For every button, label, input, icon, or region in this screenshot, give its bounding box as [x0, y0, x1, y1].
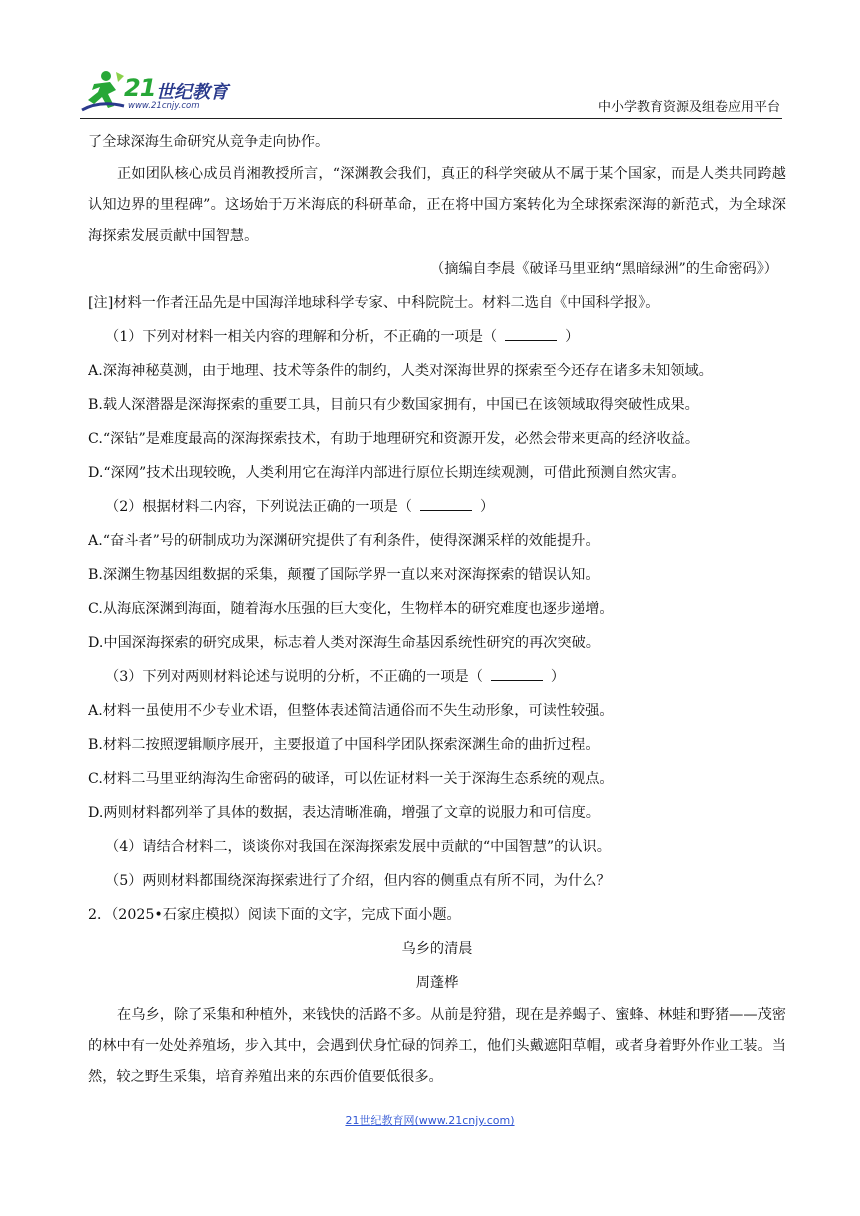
- q1-option-c: C.“深钻”是难度最高的深海探索技术，有助于地理研究和资源开发，必然会带来更高的经济收益。: [88, 431, 700, 447]
- q2-option-c: C.从海底深渊到海面，随着海水压强的巨大变化，生物样本的研究难度也逐步递增。: [88, 601, 614, 617]
- problem-2-heading: 2．（2025•石家庄模拟）阅读下面的文字，完成下面小题。: [88, 907, 461, 923]
- q1-option-d: D.“深网”技术出现较晚，人类利用它在海洋内部进行原位长期连续观测，可借此预测自然灾害。: [88, 465, 686, 481]
- q2-option-b: B.深渊生物基因组数据的采集，颠覆了国际学界一直以来对深海探索的错误认知。: [88, 567, 600, 583]
- question-1-text: （1）下列对材料一相关内容的理解和分析，不正确的一项是（: [105, 329, 498, 345]
- q3-option-b: B.材料二按照逻辑顺序展开，主要报道了中国科学团队探索深渊生命的曲折过程。: [88, 737, 600, 753]
- q2-option-d: D.中国深海探索的研究成果，标志着人类对深海生命基因系统性研究的再次突破。: [88, 635, 600, 651]
- story-author: 周蓬桦: [415, 975, 459, 991]
- source-citation: （摘编自李晨《破译马里亚纳“黑暗绿洲”的生命密码》）: [430, 261, 778, 277]
- paragraph-quote: 正如团队核心成员肖湘教授所言，“深渊教会我们，真正的科学突破从不属于某个国家，而是人类共同跨越认知边界的里程碑”。这场始于万米海底的科研革命，正在将中国方案转化为全球探索深海的新范式，为全球深海探索发展贡献中国智慧。: [88, 166, 786, 244]
- close-paren: ）: [479, 499, 495, 515]
- footer-link[interactable]: 21世纪教育网(www.21cnjy.com): [345, 1114, 515, 1127]
- logo-number: 21: [124, 74, 156, 102]
- q1-option-b: B.载人深潜器是深海探索的重要工具，目前只有少数国家拥有，中国已在该领域取得突破性成果。: [88, 397, 699, 413]
- logo: [80, 66, 280, 116]
- question-3: [88, 660, 786, 694]
- question-3-text: （3）下列对两则材料论述与说明的分析，不正确的一项是（: [105, 669, 483, 685]
- close-paren: ）: [565, 329, 580, 345]
- answer-blank-1[interactable]: [505, 326, 557, 341]
- continued-line: 了全球深海生命研究从竞争走向协作。: [88, 134, 330, 150]
- q1-option-a: A.深海神秘莫测，由于地理、技术等条件的制约，人类对深海世界的探索至今还存在诸多未知领域。: [88, 363, 713, 379]
- story-paragraph: 在乌乡，除了采集和种植外，来钱快的活路不多。从前是狩猎，现在是养蝎子、蜜蜂、林蛙和野猪——茂密的林中有一处处养殖场，步入其中，会遇到伏身忙碌的饲养工，他们头戴遮阳草帽，或者身着野外作业工装。当然，较之野生采集，培育养殖出来的东西价值要低很多。: [88, 1007, 786, 1085]
- close-paren: ）: [550, 669, 566, 685]
- question-4: （4）请结合材料二，谈谈你对我国在深海探索发展中贡献的“中国智慧”的认识。: [105, 839, 611, 855]
- story-title: 乌乡的清晨: [401, 941, 473, 957]
- answer-blank-2[interactable]: [420, 496, 472, 511]
- document-body: [88, 125, 786, 1093]
- page-header: [80, 66, 782, 119]
- logo-name: 世纪教育: [156, 82, 228, 103]
- editor-note: [注]材料一作者汪品先是中国海洋地球科学专家、中科院院士。材料二选自《中国科学报》。: [88, 295, 660, 311]
- q2-option-a: A.“奋斗者”号的研制成功为深渊研究提供了有利条件，使得深渊采样的效能提升。: [88, 533, 600, 549]
- logo-url: www.21cnjy.com: [128, 101, 200, 111]
- platform-title: 中小学教育资源及组卷应用平台: [597, 100, 780, 115]
- q3-option-a: A.材料一虽使用不少专业术语，但整体表述简洁通俗而不失生动形象，可读性较强。: [88, 703, 614, 719]
- question-5: （5）两则材料都围绕深海探索进行了介绍，但内容的侧重点有所不同，为什么？: [105, 873, 611, 889]
- question-1: [88, 320, 786, 354]
- q3-option-d: D.两则材料都列举了具体的数据，表达清晰准确，增强了文章的说服力和可信度。: [88, 805, 600, 821]
- runner-logo-icon: [80, 70, 126, 114]
- question-2-text: （2）根据材料二内容，下列说法正确的一项是（: [105, 499, 412, 515]
- q3-option-c: C.材料二马里亚纳海沟生命密码的破译，可以佐证材料一关于深海生态系统的观点。: [88, 771, 614, 787]
- answer-blank-3[interactable]: [491, 666, 543, 681]
- question-2: [88, 490, 786, 524]
